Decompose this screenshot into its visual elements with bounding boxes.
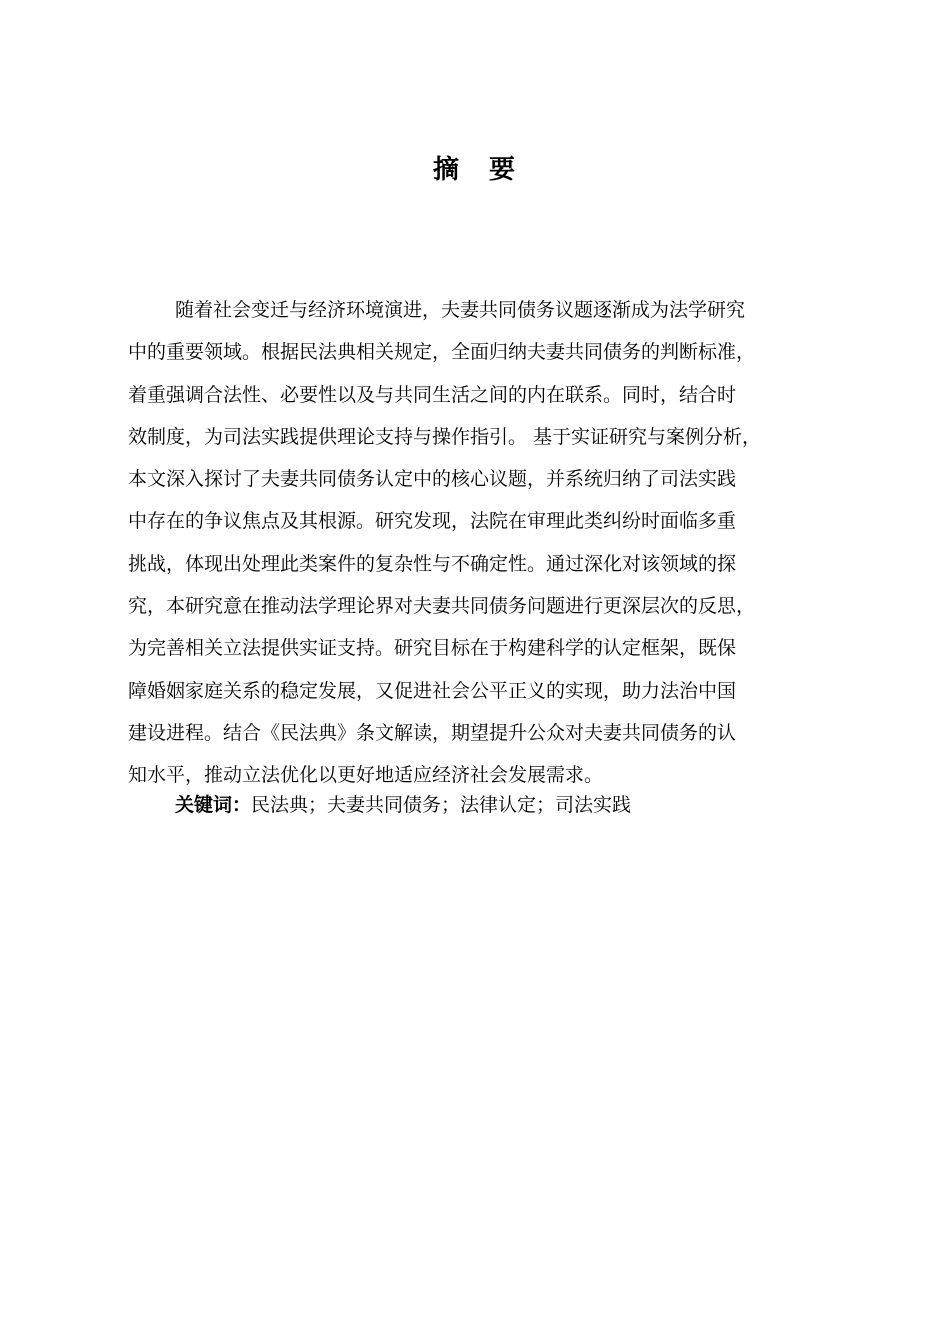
abstract-line: 知水平，推动立法优化以更好地适应经济社会发展需求。	[128, 764, 604, 787]
keywords-text: 民法典；夫妻共同债务；法律认定；司法实践	[251, 794, 632, 816]
abstract-line: 建设进程。结合《民法典》条文解读，期望提升公众对夫妻共同债务的认	[128, 721, 737, 744]
abstract-line: 随着社会变迁与经济环境演进，夫妻共同债务议题逐渐成为法学研究	[175, 299, 746, 321]
abstract-line: 挑战，体现出处理此类案件的复杂性与不确定性。通过深化对该领域的探	[128, 552, 737, 575]
abstract-line: 障婚姻家庭关系的稳定发展，又促进社会公平正义的实现，助力法治中国	[128, 679, 737, 702]
abstract-body	[0, 289, 950, 797]
abstract-line: 效制度，为司法实践提供理论支持与操作指引。 基于实证研究与案例分析，	[128, 425, 762, 448]
abstract-line: 究，本研究意在推动法学理论界对夫妻共同债务问题进行更深层次的反思，	[128, 595, 756, 618]
abstract-line: 中的重要领域。根据民法典相关规定，全面归纳夫妻共同债务的判断标准，	[128, 341, 756, 364]
abstract-line: 为完善相关立法提供实证支持。研究目标在于构建科学的认定框架，既保	[128, 637, 737, 660]
abstract-line: 中存在的争议焦点及其根源。研究发现，法院在审理此类纠纷时面临多重	[128, 510, 737, 533]
abstract-line: 着重强调合法性、必要性以及与共同生活之间的内在联系。同时，结合时	[128, 383, 737, 406]
abstract-title: 摘 要	[432, 155, 517, 185]
keywords-line	[175, 785, 631, 825]
abstract-line: 本文深入探讨了夫妻共同债务认定中的核心议题，并系统归纳了司法实践	[128, 468, 737, 491]
keywords-label: 关键词：	[175, 794, 252, 816]
